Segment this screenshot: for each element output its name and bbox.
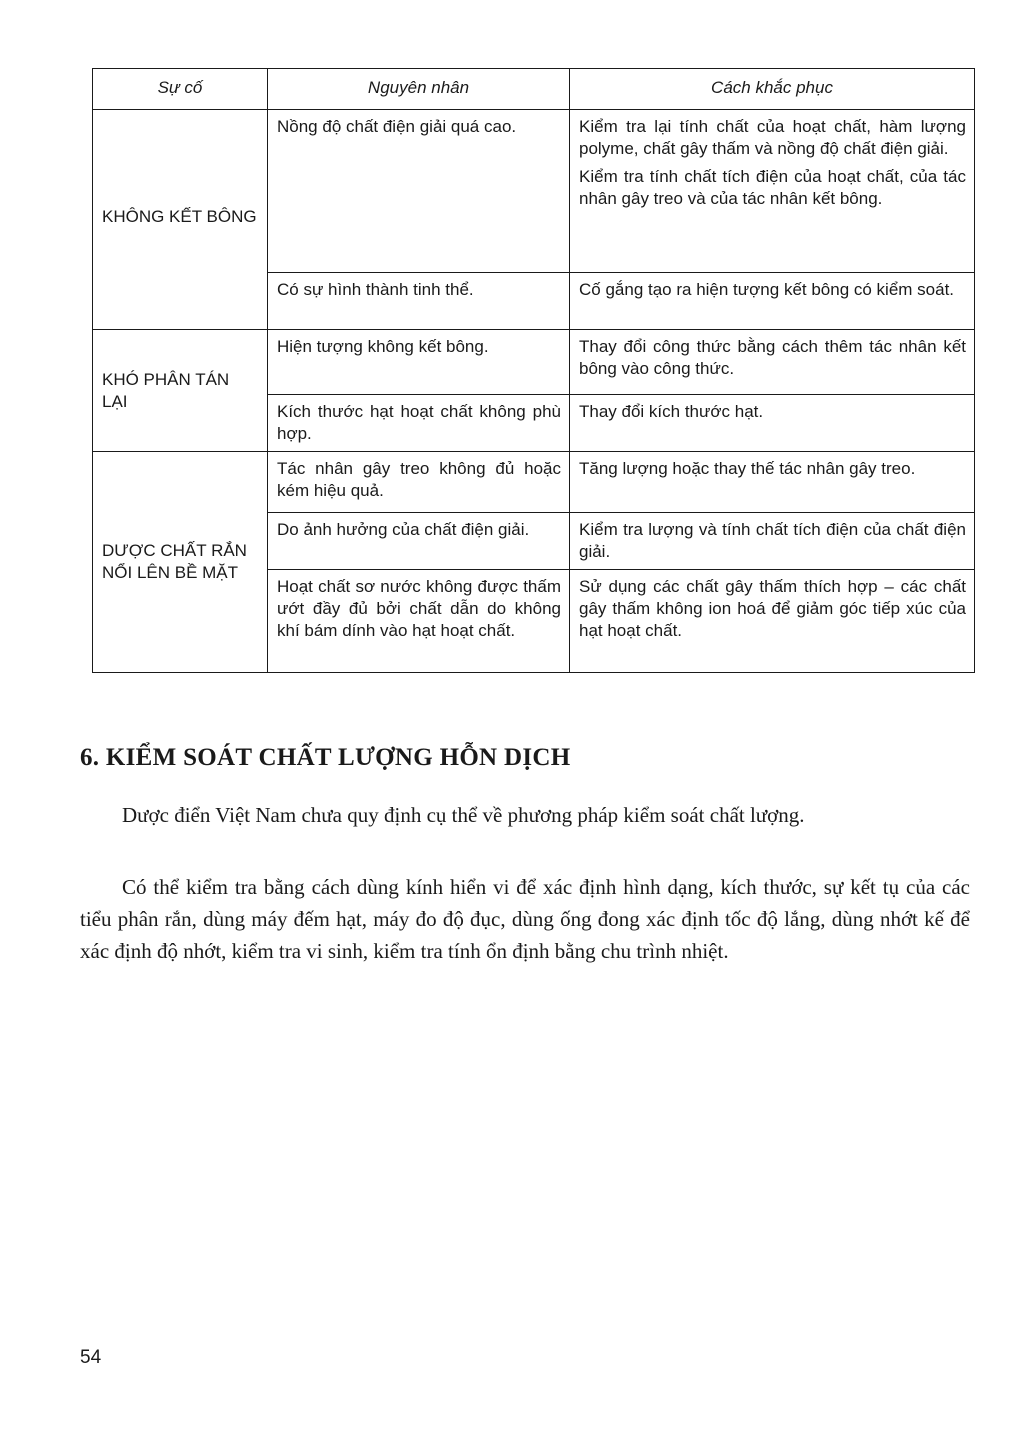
issue-cell: DƯỢC CHẤT RẮN NỔI LÊN BỀ MẶT — [93, 452, 268, 673]
fix-cell — [570, 273, 975, 330]
cause-cell: Tác nhân gây treo không đủ hoặc kém hiệu quả. — [268, 452, 570, 513]
header-issue: Sự cố — [93, 69, 268, 110]
fix-text: Tăng lượng hoặc thay thế tác nhân gây treo. — [579, 459, 916, 478]
paragraph: Có thể kiểm tra bằng cách dùng kính hiển vi để xác định hình dạng, kích thước, sự kết tụ của các tiểu phân rắn, dùng máy đếm hạt, máy đo độ đục, dùng ống đong xác định tốc độ lắng, dùng nhớt kế để xác định độ nhớt, kiểm tra vi sinh, kiểm tra tính ổn định bằng chu trình nhiệt. — [80, 875, 970, 963]
fix-cell — [570, 395, 975, 452]
fix-text: Kiểm tra lại tính chất của hoạt chất, hàm lượng polyme, chất gây thấm và nồng độ chất điện giải. — [579, 117, 966, 158]
fix-cell — [570, 110, 975, 273]
cause-cell: Có sự hình thành tinh thể. — [268, 273, 570, 330]
table-header-row — [93, 69, 975, 110]
table-row — [93, 110, 975, 273]
cause-cell: Nồng độ chất điện giải quá cao. — [268, 110, 570, 273]
fix-text: Sử dụng các chất gây thấm thích hợp – các chất gây thấm không ion hoá để giảm góc tiếp xúc của hạt hoạt chất. — [579, 577, 966, 640]
fix-text: Kiểm tra lượng và tính chất tích điện của chất điện giải. — [579, 520, 966, 561]
paragraph: Dược điển Việt Nam chưa quy định cụ thể về phương pháp kiểm soát chất lượng. — [122, 803, 805, 827]
section-heading: 6. KIỂM SOÁT CHẤT LƯỢNG HỖN DỊCH — [80, 744, 571, 771]
troubleshooting-table — [92, 68, 975, 673]
fix-cell — [570, 513, 975, 570]
fix-text: Thay đổi công thức bằng cách thêm tác nhân kết bông vào công thức. — [579, 337, 966, 378]
issue-cell: KHÔNG KẾT BÔNG — [93, 110, 268, 330]
fix-text: Kiểm tra tính chất tích điện của hoạt chất, của tác nhân gây treo và của tác nhân kết bông. — [579, 167, 966, 208]
fix-text: Thay đổi kích thước hạt. — [579, 402, 764, 421]
fix-cell — [570, 570, 975, 673]
cause-cell: Kích thước hạt hoạt chất không phù hợp. — [268, 395, 570, 452]
header-cause: Nguyên nhân — [268, 69, 570, 110]
cause-cell: Do ảnh hưởng của chất điện giải. — [268, 513, 570, 570]
table-row — [93, 452, 975, 513]
fix-text: Cố gắng tạo ra hiện tượng kết bông có kiểm soát. — [579, 280, 955, 299]
fix-cell — [570, 452, 975, 513]
cause-cell: Hoạt chất sơ nước không được thấm ướt đầy đủ bởi chất dẫn do không khí bám dính vào hạt hoạt chất. — [268, 570, 570, 673]
page-number: 54 — [80, 1347, 102, 1368]
issue-cell: KHÓ PHÂN TÁN LẠI — [93, 330, 268, 452]
table-row — [93, 330, 975, 395]
cause-cell: Hiện tượng không kết bông. — [268, 330, 570, 395]
fix-cell — [570, 330, 975, 395]
header-fix: Cách khắc phục — [570, 69, 975, 110]
